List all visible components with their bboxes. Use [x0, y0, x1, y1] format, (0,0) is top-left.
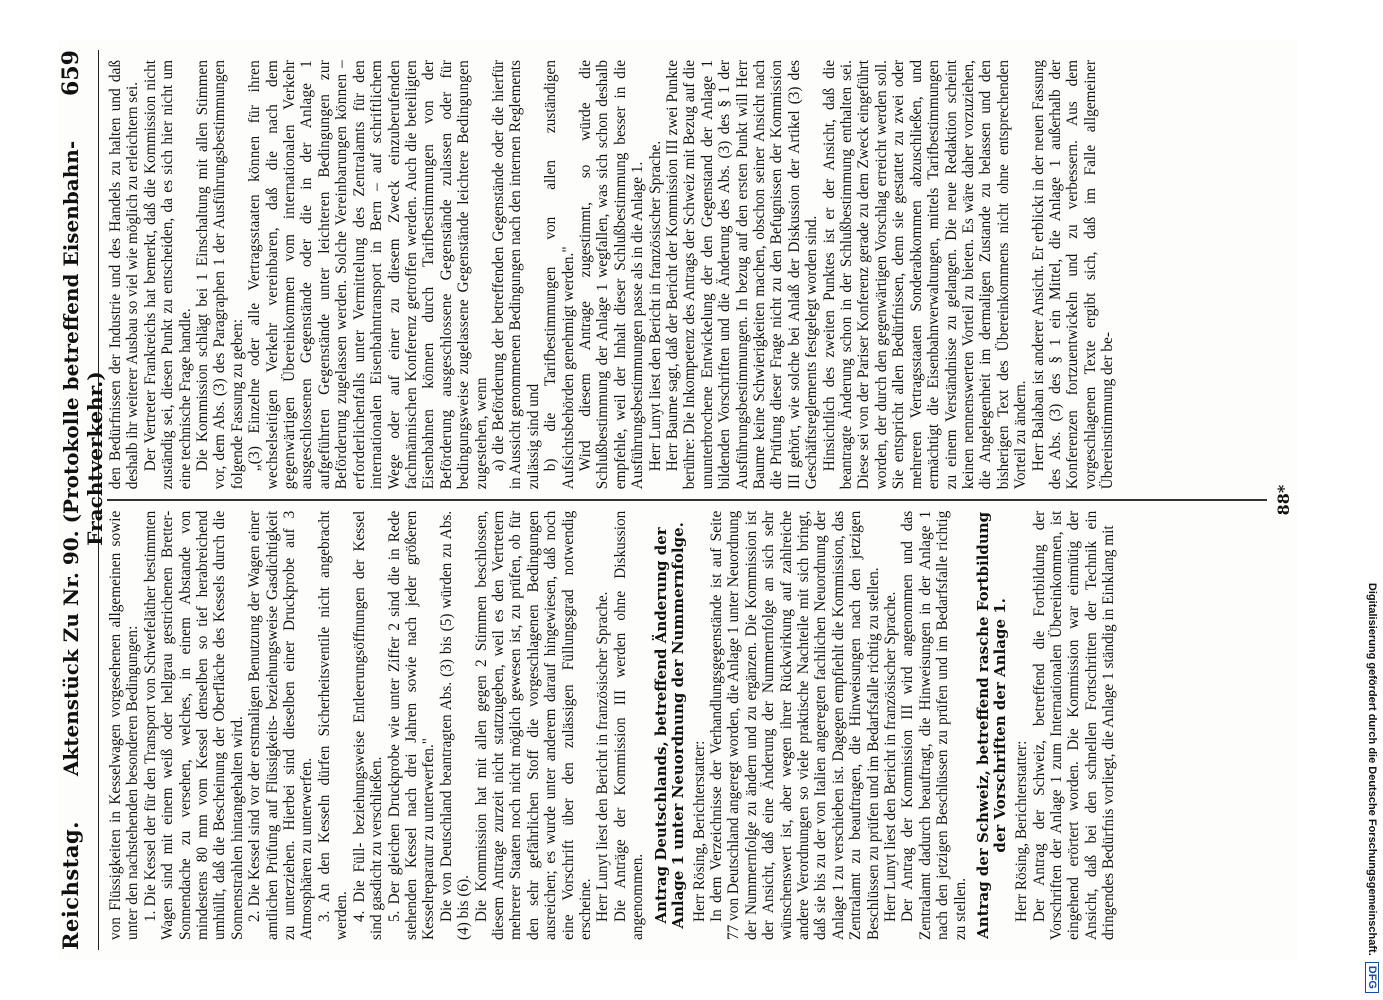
- paragraph: Hinsichtlich des zweiten Punktes ist er der Ansicht, daß die beantragte Änderung schon in der Schlußbestimmung enthalten sei. Diese sei von der Pariser Konferenz gerade zu dem Zweck eingeführt worden, der durch den gegenwärtigen Vorschlag erreicht werden soll. Sie entspricht allen Bedürfnissen, denn sie gestattet zu zwei oder mehreren Vertragsstaaten Sonderabkommen abzuschließen, und ermächtigt die Eisenbahnverwaltungen, mittels Tarifbestimmungen zu einem Verständnisse zu gelangen. Die neue Redaktion scheint keinen nennenswerten Vorteil zu bieten. Es wäre daher vorzuziehen, die Angelegenheit im dermaligen Zustande zu belassen und den bisherigen Text des Übereinkommens nicht ohne entsprechenden Vorteil zu ändern.: [820, 60, 1030, 490]
- paragraph: Herr Balaban ist anderer Ansicht. Er erblickt in der neuen Fassung des Abs. (3) des § 1 ein Mittel, die Anlage 1 außerhalb der Konferenzen fortzuentwickeln und zu verbessern. Aus dem vorgeschlagenen Texte ergibt sich, daß im Falle allgemeiner Übereinstimmung der be-: [1029, 60, 1117, 490]
- paragraph: 3. An den Kesseln dürfen Sicherheitsventile nicht angebracht werden.: [315, 510, 351, 940]
- paragraph: Herr Baume sagt, daß der Bericht der Kommission III zwei Punkte berühre: Die Inkompetenz des Antrags der Schweiz mit Bezug auf die ununterbrochene Entwickelung der den Gegenstand der Anlage 1 bildenden Vorschriften und die Änderung des Abs. (3) des § 1 der Ausführungsbestimmungen. In bezug auf den ersten Punkt will Herr Baume keine Schwierigkeiten machen, obschon seiner Ansicht nach die Prüfung dieser Frage nicht zu den Befugnissen der Kommission III gehört, wie solche bei Anlaß der Diskussion der Artikel (3) des Geschäftsreglements festgelegt worden sind.: [664, 60, 821, 490]
- header-title: Aktenstück Zu Nr. 90. (Protokolle betreffend Eisenbahn-Frachtverkehr.): [59, 140, 107, 777]
- paragraph: In dem Verzeichnisse der Verhandlungsgegenstände ist auf Seite 77 von Deutschland angeregt worden, die Anlage 1 unter Neuordnung der Nummernfolge zu ändern und zu ergänzen. Die Kommission ist der Ansicht, daß eine Änderung der Nummernfolge an sich sehr wünschenswert ist, aber wegen ihrer Rückwirkung auf zahlreiche andere Verordnungen so viele praktische Nachteile mit sich bringt, daß sie bis zu der von Italien angeregten fachlichen Neuordnung der Anlage 1 zu verschieben ist. Dagegen empfiehlt die Kommission, das Zentralamt zu beauftragen, die Hinweisungen nach den jetzigen Beschlüssen zu prüfen und im Bedarfsfalle richtig zu stellen.: [708, 510, 882, 940]
- dfg-logo-icon: DFG: [1365, 962, 1379, 993]
- text-columns: [107, 50, 1267, 950]
- paragraph: 2. Die Kessel sind vor der erstmaligen Benutzung der Wagen einer amtlichen Prüfung auf Flüssigkeits- beziehungsweise Gasdichtigkeit zu unterziehen. Hierbei sind dieselben einer Druckprobe auf 3 Atmosphären zu unterwerfen.: [246, 510, 316, 940]
- paragraph: Herr Rösing, Berichterstatter:: [1013, 740, 1031, 922]
- paragraph: Herr Rösing, Berichterstatter:: [690, 740, 708, 922]
- section-heading: Antrag Deutschlands, betreffend Änderung der Anlage 1 unter Neuordnung der Nummernfolge.: [651, 522, 687, 929]
- running-head: [58, 50, 107, 950]
- paragraph: Der Vertreter Frankreichs hat bemerkt, daß die Kommission nicht zuständig sei, diesen Punkt zu entscheiden, da es sich hier nicht um eine technische Frage handle.: [141, 60, 194, 490]
- left-column: [107, 501, 1267, 950]
- paragraph: Herr Lunyt liest den Bericht in französischer Sprache.: [594, 591, 612, 922]
- paragraph: Die Anträge der Kommission III werden ohne Diskussion angenommen.: [611, 510, 647, 940]
- credit-line: [1365, 8, 1379, 993]
- rotated-document-page: [58, 40, 1298, 960]
- paragraph: a) die Beförderung der betreffenden Gegenstände oder die hierfür in Aussicht genommenen Bedingungen nach den internen Reglements zulässig sind und: [489, 60, 542, 490]
- quoted-paragraph: „(3) Einzelne oder alle Vertragsstaaten können für ihren wechselseitigen Verkehr vereinbaren, daß die nach dem gegenwärtigen Übereinkommen vom internationalen Verkehr ausgeschlossenen Gegenstände oder die in der Anlage 1 aufgeführten Gegenstände unter leichteren Bedingungen zur Beförderung zugelassen werden. Solche Vereinbarungen können – erforderlichenfalls unter Vermittelung des Zentralamts für den internationalen Eisenbahntransport in Bern – auf schriftlichem Wege oder auf einer zu diesem Zweck einzuberufenden fachmännischen Konferenz getroffen werden. Auch die beteiligten Eisenbahnen können durch Tarifbestimmungen von der Beförderung ausgeschlossene Gegenstände zulassen oder für bedingungsweise zugelassene Gegenstände leichtere Bedingungen zugestehen, wenn: [246, 60, 490, 490]
- paragraph: Der Antrag der Schweiz, betreffend die Fortbildung der Vorschriften der Anlage 1 zum Internationalen Übereinkommen, ist eingehend erörtert worden. Die Kommission war einmütig der Ansicht, daß bei den schnellen Fortschritten der Technik ein dringendes Bedürfnis vorliegt, die Anlage 1 ständig in Einklang mit: [1030, 510, 1118, 940]
- paragraph: den Bedürfnissen der Industrie und des Handels zu halten und daß deshalb ihr weiterer Ausbau so viel wie möglich zu erleichtern sei.: [107, 60, 142, 490]
- credit-text: Digitalisierung gefördert durch die Deutsche Forschungsgemeinschaft.: [1366, 582, 1378, 956]
- paragraph: Die von Deutschland beantragten Abs. (3) bis (5) würden zu Abs. (4) bis (6).: [437, 510, 473, 940]
- section-heading: Antrag der Schweiz, betreffend rasche Fortbildung der Vorschriften der Anlage 1.: [974, 511, 1010, 939]
- paragraph: 1. Die Kessel der für den Transport von Schwefeläther bestimmten Wagen sind mit einem weiß oder hellgrau gestrichenen Bretter-Sonnendache zu versehen, welches, in einem Abstande von mindestens 80 mm vom Kessel denselben so tief herabreichend umhüllt, daß die Bescheinung der Oberfläche des Kessels durch die Sonnenstrahlen hintangehalten wird.: [141, 510, 246, 940]
- paragraph: Herr Lunyt liest den Bericht in französischer Sprache.: [882, 591, 900, 922]
- paragraph: 4. Die Füll- beziehungsweise Entleerungsöffnungen der Kessel sind gasdicht zu verschließen.: [350, 510, 386, 940]
- paragraph: Wird diesem Antrage zugestimmt, so würde die Schlußbestimmung der Anlage 1 wegfallen, was sich schon deshalb empfehle, weil der Inhalt dieser Schlußbestimmung besser in die Ausführungsbestimmungen passe als in die Anlage 1.: [576, 60, 647, 490]
- digitization-credit: [1357, 8, 1379, 993]
- signature-mark: 88*: [1274, 484, 1293, 516]
- paragraph: Die Kommission schlägt bei 1 Einschaltung mit allen Stimmen vor, dem Abs. (3) des Paragraphen 1 der Ausführungsbestimmungen folgende Fassung zu geben:: [194, 60, 246, 490]
- page-number: 659: [58, 50, 84, 96]
- header-left: Reichstag.: [58, 821, 83, 950]
- paragraph: 5. Der gleichen Druckprobe wie unter Ziffer 2 sind die in Rede stehenden Kessel nach drei Jahren sowie nach jeder größeren Kesselreparatur zu unterwerfen.": [385, 510, 438, 940]
- paragraph: Herr Lunyt liest den Bericht in französischer Sprache.: [646, 140, 664, 472]
- paragraph: von Flüssigkeiten in Kesselwagen vorgesehenen allgemeinen sowie unter den nachstehenden besonderen Bedingungen:: [107, 510, 142, 940]
- paragraph: b) die Tarifbestimmungen von allen zuständigen Aufsichtsbehörden genehmigt werden.": [542, 60, 577, 490]
- right-column: [107, 50, 1267, 499]
- paragraph: Der Antrag der Kommission III wird angenommen und das Zentralamt dadurch beauftragt, die Hinweisungen in der Anlage 1 nach den jetzigen Beschlüssen zu prüfen und im Bedarfsfalle richtig zu stellen.: [899, 510, 969, 940]
- paragraph: Die Kommission hat mit allen gegen 2 Stimmen beschlossen, diesem Antrage zurzeit nicht stattzugeben, weil es den Vertretern mehrerer Staaten noch nicht möglich gewesen ist, zu prüfen, ob für den sehr gefährlichen Stoff die vorgeschlagenen Bedingungen ausreichen; es wurde unter anderem darauf hingewiesen, daß noch eine Vorschrift über den zulässigen Füllungsgrad notwendig erscheine.: [472, 510, 594, 940]
